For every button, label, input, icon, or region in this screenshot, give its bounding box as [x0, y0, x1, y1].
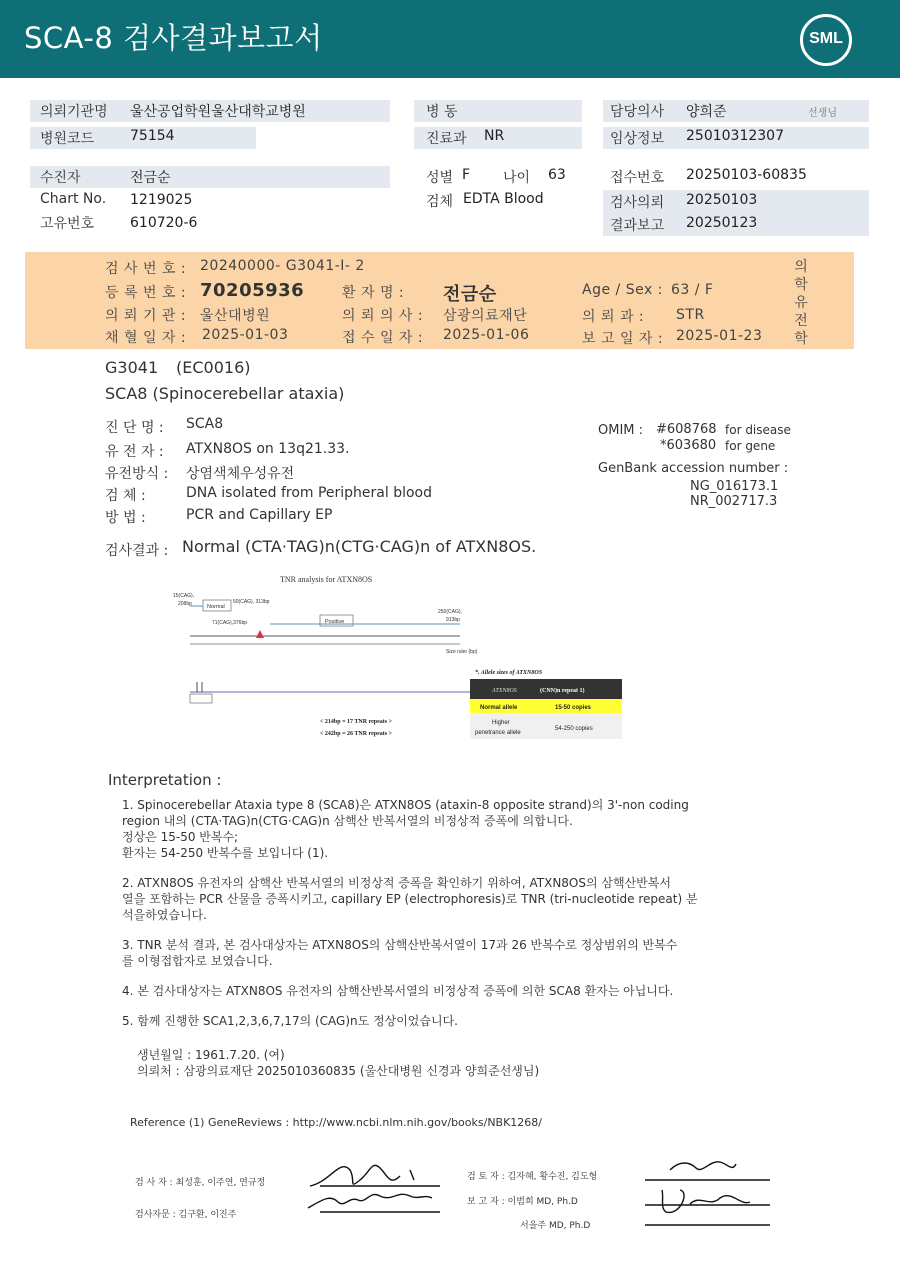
- normal-box-label: Normal: [207, 604, 225, 610]
- method-label: 방 법 :: [105, 510, 146, 526]
- diagnosis-value: SCA8: [186, 416, 224, 432]
- peak-marker: [256, 630, 264, 638]
- interpretation-line: 2. ATXN8OS 유전자의 삼핵산 반복서열의 비정상적 증폭을 확인하기 위하여, ATXN8OS의 삼핵산반복서: [122, 876, 671, 890]
- label-250: 250(CAG),: [438, 609, 462, 615]
- gene-label: 유 전 자 :: [105, 444, 164, 460]
- result-report-value: 20250123: [686, 215, 758, 231]
- req-dept-label: 의 뢰 과 :: [582, 309, 645, 325]
- patient-name-value: 전금순: [443, 284, 497, 305]
- allele-head-1: ATXN8OS: [492, 688, 517, 694]
- omim-gene-note: for gene: [725, 439, 776, 453]
- testers: 검 사 자 : 최성훈, 이주연, 연규정: [135, 1178, 266, 1188]
- request-date-value: 20250103: [686, 192, 758, 208]
- inst-value: 울산대병원: [200, 308, 271, 324]
- clinical-info-value: 25010312307: [686, 128, 784, 144]
- label-15: 15(CAG),: [173, 593, 195, 599]
- receipt-no-label: 접수번호: [610, 170, 665, 186]
- reviewers: 검 토 자 : 김자혜, 황수진, 김도형: [467, 1172, 598, 1182]
- allele-head-2: (CNN)n repeat 1): [540, 688, 585, 694]
- age-value: 63: [548, 167, 566, 183]
- label-50: 50(CAG), 313bp: [233, 599, 270, 605]
- interpretation-line: 5. 함께 진행한 SCA1,2,3,6,7,17의 (CAG)n도 정상이었습니다.: [122, 1014, 458, 1028]
- referrer: 의뢰처 : 삼광의료재단 2025010360835 (울산대병원 신경과 양희준선생님): [137, 1064, 540, 1078]
- label-913: 913bp: [446, 617, 460, 623]
- result-value: Normal (CTA·TAG)n(CTG·CAG)n of ATXN8OS.: [182, 537, 537, 556]
- vertical-char: 의: [794, 259, 808, 275]
- positive-box-label: Positive: [325, 619, 345, 625]
- test-no-label: 검 사 번 호 :: [105, 261, 187, 277]
- vertical-label: [792, 258, 810, 348]
- genbank-2: NR_002717.3: [690, 494, 778, 509]
- patient-value: 전금순: [130, 170, 171, 186]
- repeat-line-2: < 242bp = 26 TNR repeats >: [320, 731, 393, 737]
- tnr-figure: [170, 570, 630, 745]
- dept-label: 진료과: [426, 131, 467, 147]
- specimen-test-label: 검 체 :: [105, 488, 146, 504]
- unique-label: 고유번호: [40, 216, 95, 232]
- size-ruler-label: Size ruler (bp): [446, 649, 478, 655]
- genbank-1: NG_016173.1: [690, 479, 779, 494]
- test-no-value: 20240000- G3041-I- 2: [200, 258, 365, 274]
- report-date-value: 2025-01-23: [676, 328, 763, 344]
- higher-allele-1: Higher: [492, 720, 510, 726]
- interpretation-line: region 내의 (CTA·TAG)n(CTG·CAG)n 삼핵산 반복서열의 비정상적 증폭에 의합니다.: [122, 814, 573, 828]
- interpretation-line: 4. 본 검사대상자는 ATXN8OS 유전자의 삼핵산반복서열의 비정상적 증폭에 의한 SCA8 환자는 아닙니다.: [122, 984, 674, 998]
- clinical-info-label: 임상정보: [610, 131, 665, 147]
- gene-value: ATXN8OS on 13q21.33.: [186, 441, 350, 457]
- interpretation-line: 정상은 15-50 반복수;: [122, 830, 239, 844]
- tester-signature: [300, 1150, 450, 1225]
- diagnosis-label: 진 단 명 :: [105, 420, 164, 436]
- test-code-2: (EC0016): [176, 358, 251, 377]
- req-doc-value: 삼광의료재단: [443, 308, 528, 324]
- age-sex-value: 63 / F: [671, 282, 714, 298]
- receive-label: 접 수 일 자 :: [342, 330, 424, 346]
- patient-label: 수진자: [40, 170, 81, 186]
- sex-value: F: [462, 167, 471, 183]
- result-report-label: 결과보고: [610, 218, 665, 234]
- sml-logo: [800, 14, 852, 66]
- doctor-label: 담당의사: [610, 104, 665, 120]
- header-bar: [0, 0, 900, 78]
- vertical-char: 유: [794, 295, 808, 311]
- omim-disease-note: for disease: [725, 423, 791, 437]
- req-doc-label: 의 뢰 의 사 :: [342, 308, 424, 324]
- reporter-2: 서을주 MD, Ph.D: [520, 1221, 591, 1231]
- higher-allele-2: penetrance allele: [475, 730, 521, 736]
- method-value: PCR and Capillary EP: [186, 507, 333, 523]
- test-code: G3041: [105, 358, 159, 377]
- vertical-char: 전: [794, 313, 808, 329]
- interpretation-line: 석을하였습니다.: [122, 908, 207, 922]
- patient-name-label: 환 자 명 :: [342, 285, 405, 301]
- tnr-title: TNR analysis for ATXN8OS: [280, 575, 373, 584]
- normal-allele: Normal allele: [480, 705, 518, 711]
- allele-sizes-title: *. Allele sizes of ATXN8OS: [475, 670, 543, 676]
- omim-gene: *603680: [660, 438, 717, 453]
- reporter-1: 보 고 자 : 이범희 MD, Ph.D: [467, 1197, 578, 1207]
- reg-no-value: 70205936: [200, 280, 305, 301]
- test-name: SCA8 (Spinocerebellar ataxia): [105, 384, 345, 403]
- interpretation-line: 환자는 54-250 반복수를 보입니다 (1).: [122, 846, 329, 860]
- collect-value: 2025-01-03: [202, 327, 289, 343]
- req-dept-value: STR: [676, 307, 705, 323]
- inheritance-value: 상염색체우성유전: [186, 466, 295, 482]
- specimen-test-value: DNA isolated from Peripheral blood: [186, 485, 433, 501]
- sex-label: 성별: [426, 170, 454, 186]
- report-date-label: 보 고 일 자 :: [582, 331, 664, 347]
- ward-label: 병 동: [426, 104, 458, 120]
- omim-disease: #608768: [656, 422, 717, 437]
- dept-value: NR: [484, 128, 505, 144]
- age-sex-label: Age / Sex :: [582, 282, 663, 298]
- institution-label: 의뢰기관명: [40, 104, 108, 120]
- result-label: 검사결과 :: [105, 543, 169, 559]
- reg-no-label: 등 록 번 호 :: [105, 285, 187, 301]
- interpretation-line: 를 이형접합자로 보였습니다.: [122, 954, 273, 968]
- interpretation-line: 열을 포함하는 PCR 산물을 증폭시키고, capillary EP (electrophoresis)로 TNR (tri-nucleotide repeat) 분: [122, 892, 698, 906]
- date-of-birth: 생년월일 : 1961.7.20. (여): [137, 1048, 285, 1062]
- reviewer-signature: [640, 1150, 775, 1230]
- specimen-label: 검체: [426, 194, 454, 210]
- logo-text: SML: [809, 30, 843, 47]
- unique-value: 610720-6: [130, 215, 198, 231]
- collect-label: 채 혈 일 자 :: [105, 330, 187, 346]
- inst-label: 의 뢰 기 관 :: [105, 308, 187, 324]
- genbank-label: GenBank accession number :: [598, 461, 789, 476]
- repeat-line-1: < 214bp = 17 TNR repeats >: [320, 719, 393, 725]
- institution-value: 울산공업학원울산대학교병원: [130, 104, 306, 120]
- label-71: 71(CAG),376bp: [212, 620, 248, 626]
- hospital-code-value: 75154: [130, 128, 175, 144]
- label-208: 208bp: [178, 601, 192, 607]
- sample-peak-box: [190, 694, 212, 703]
- doctor-suffix: 선생님: [808, 108, 837, 119]
- vertical-char: 학: [794, 331, 808, 347]
- receive-value: 2025-01-06: [443, 327, 530, 343]
- doctor-value: 양희준: [686, 104, 727, 120]
- interpretation-line: 3. TNR 분석 결과, 본 검사대상자는 ATXN8OS의 삼핵산반복서열이 17과 26 반복수로 정상범위의 반복수: [122, 938, 678, 952]
- omim-label: OMIM :: [598, 423, 644, 438]
- interpretation-label: Interpretation :: [108, 771, 222, 789]
- specimen-value: EDTA Blood: [463, 191, 544, 207]
- age-label: 나이: [503, 170, 531, 186]
- chart-value: 1219025: [130, 192, 193, 208]
- chart-label: Chart No.: [40, 191, 107, 207]
- vertical-char: 학: [794, 277, 808, 293]
- request-date-label: 검사의뢰: [610, 195, 665, 211]
- page-title: SCA-8 검사결과보고서: [24, 21, 323, 55]
- receipt-no-value: 20250103-60835: [686, 167, 807, 183]
- interpretation-line: 1. Spinocerebellar Ataxia type 8 (SCA8)은 ATXN8OS (ataxin-8 opposite strand)의 3'-non coding: [122, 798, 689, 812]
- reference: Reference (1) GeneReviews : http://www.ncbi.nlm.nih.gov/books/NBK1268/: [130, 1116, 543, 1129]
- advisors: 검사자문 : 김구환, 이진주: [135, 1210, 237, 1220]
- normal-copies: 15-50 copies: [555, 705, 592, 711]
- higher-copies: 54-250 copies: [555, 726, 593, 732]
- band-patient: [30, 166, 390, 188]
- inheritance-label: 유전방식 :: [105, 466, 169, 482]
- hospital-code-label: 병원코드: [40, 131, 95, 147]
